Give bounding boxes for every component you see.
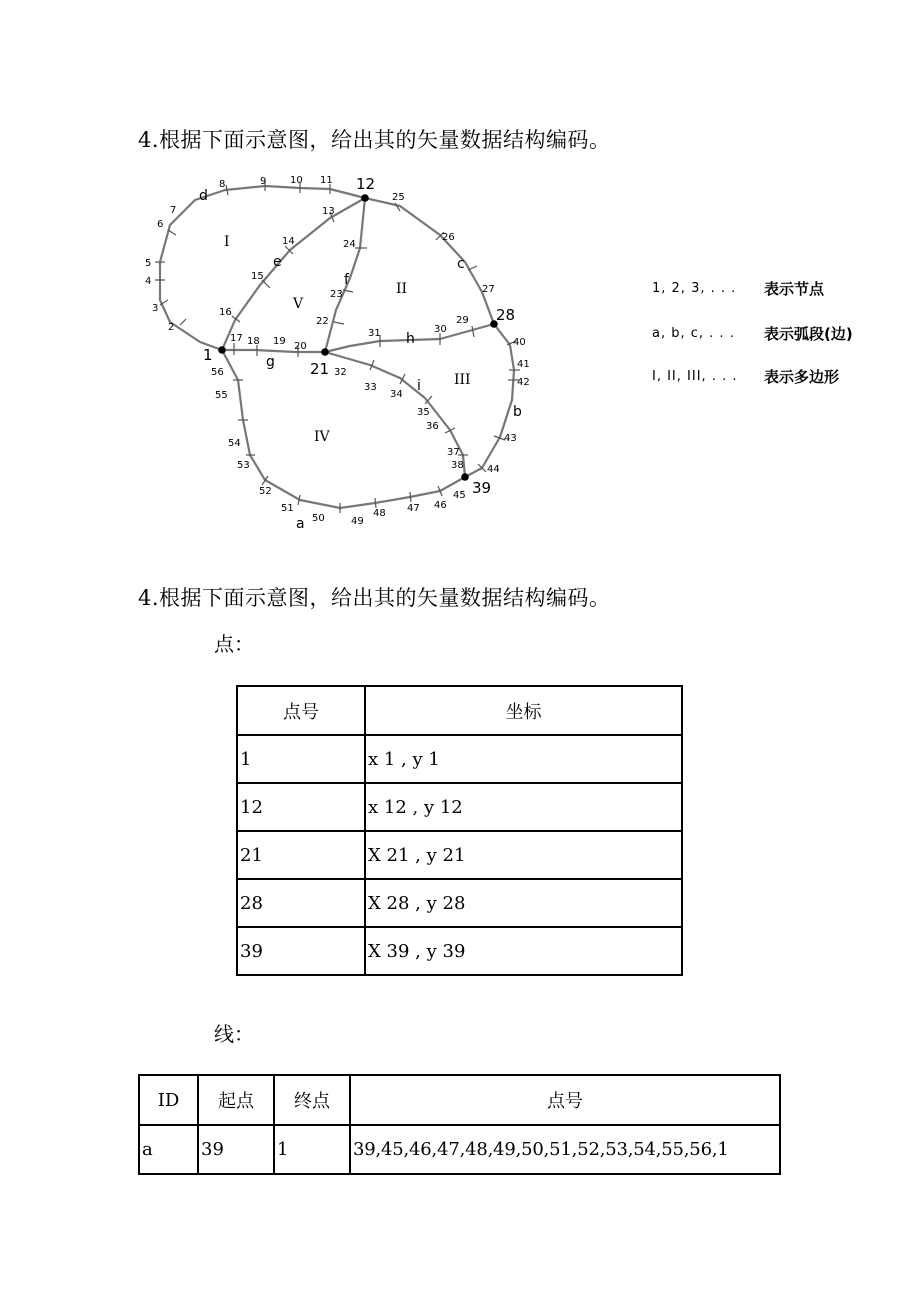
svg-text:36: 36 <box>426 421 439 432</box>
header-point-id: 点号 <box>237 686 365 735</box>
svg-text:10: 10 <box>290 175 303 186</box>
point-list-cell: 39,45,46,47,48,49,50,51,52,53,54,55,56,1 <box>350 1125 780 1174</box>
node-39 <box>461 473 469 481</box>
svg-text:44: 44 <box>487 464 500 475</box>
svg-text:56: 56 <box>211 367 224 378</box>
header-id: ID <box>139 1075 198 1125</box>
point-id-cell: 21 <box>237 831 365 879</box>
svg-text:15: 15 <box>251 271 264 282</box>
legend-value: 表示节点 <box>764 280 825 298</box>
legend-key: I, II, III, . . . <box>652 369 738 384</box>
arc-label-d: d <box>199 188 208 204</box>
svg-text:42: 42 <box>517 377 530 388</box>
coordinate-cell: X 28 , y 28 <box>365 879 682 927</box>
svg-text:30: 30 <box>434 324 447 335</box>
svg-text:53: 53 <box>237 460 250 471</box>
vector-topology-diagram <box>140 166 620 546</box>
svg-text:20: 20 <box>294 341 307 352</box>
svg-text:18: 18 <box>247 336 260 347</box>
legend-value: 表示多边形 <box>764 368 840 386</box>
svg-text:54: 54 <box>228 438 241 449</box>
svg-text:26: 26 <box>442 232 455 243</box>
svg-text:2: 2 <box>168 322 175 333</box>
svg-text:9: 9 <box>260 176 267 187</box>
arc-c-line <box>365 198 494 324</box>
svg-text:3: 3 <box>152 303 159 314</box>
svg-text:25: 25 <box>392 192 405 203</box>
arc-label-c: c <box>457 256 465 272</box>
svg-text:35: 35 <box>417 407 430 418</box>
arc-label-b: b <box>513 404 522 420</box>
node-12 <box>361 194 369 202</box>
svg-text:4: 4 <box>145 276 152 287</box>
lines-section-label: 线： <box>214 1022 254 1046</box>
node-label-21: 21 <box>310 360 330 378</box>
svg-text:49: 49 <box>351 516 364 527</box>
polygon-label-III: III <box>454 372 471 388</box>
points-section-label: 点： <box>214 632 254 656</box>
node-label-28: 28 <box>496 306 516 324</box>
svg-text:46: 46 <box>434 500 447 511</box>
question-title: 4.根据下面示意图，给出其的矢量数据结构编码。 <box>138 128 611 152</box>
svg-text:51: 51 <box>281 503 294 514</box>
svg-text:13: 13 <box>322 206 335 217</box>
legend-value: 表示弧段(边) <box>764 325 853 343</box>
svg-text:6: 6 <box>157 219 164 230</box>
table-row <box>139 1125 780 1174</box>
table-row <box>237 831 682 879</box>
arc-label-a: a <box>296 516 305 532</box>
header-start-node: 起点 <box>198 1075 274 1125</box>
legend-key: a, b, c, . . . <box>652 326 735 341</box>
arc-label-f: f <box>344 272 349 288</box>
node-1 <box>218 346 226 354</box>
arc-b-line <box>465 324 514 477</box>
svg-text:55: 55 <box>215 390 228 401</box>
svg-text:31: 31 <box>368 328 381 339</box>
polygon-label-IV: IV <box>314 429 330 445</box>
svg-text:47: 47 <box>407 503 420 514</box>
table-row <box>237 735 682 783</box>
end-node-cell: 1 <box>274 1125 350 1174</box>
svg-text:11: 11 <box>320 175 333 186</box>
svg-text:27: 27 <box>482 284 495 295</box>
svg-text:41: 41 <box>517 359 530 370</box>
header-coordinate: 坐标 <box>365 686 682 735</box>
svg-text:40: 40 <box>513 337 526 348</box>
node-21 <box>321 348 329 356</box>
svg-text:22: 22 <box>316 316 329 327</box>
table-row <box>237 783 682 831</box>
point-id-cell: 12 <box>237 783 365 831</box>
coordinate-cell: x 1 , y 1 <box>365 735 682 783</box>
svg-text:50: 50 <box>312 513 325 524</box>
svg-text:17: 17 <box>230 333 243 344</box>
node-label-1: 1 <box>203 346 213 364</box>
polygon-label-I: I <box>224 234 230 250</box>
svg-text:52: 52 <box>259 486 272 497</box>
svg-text:5: 5 <box>145 258 152 269</box>
answer-title: 4.根据下面示意图，给出其的矢量数据结构编码。 <box>138 586 611 610</box>
start-node-cell: 39 <box>198 1125 274 1174</box>
node-label-12: 12 <box>356 175 376 193</box>
header-point-list: 点号 <box>350 1075 780 1125</box>
svg-text:32: 32 <box>334 367 347 378</box>
svg-text:38: 38 <box>451 460 464 471</box>
table-row <box>237 927 682 975</box>
svg-text:7: 7 <box>170 205 177 216</box>
svg-text:34: 34 <box>390 389 403 400</box>
header-end-node: 终点 <box>274 1075 350 1125</box>
arc-label-g: g <box>266 354 275 370</box>
point-id-cell: 1 <box>237 735 365 783</box>
arc-label-h: h <box>406 331 415 347</box>
node-label-39: 39 <box>472 479 492 497</box>
svg-text:48: 48 <box>373 508 386 519</box>
polygon-label-II: II <box>396 281 408 297</box>
points-table <box>236 685 683 976</box>
svg-text:37: 37 <box>447 447 460 458</box>
coordinate-cell: x 12 , y 12 <box>365 783 682 831</box>
svg-text:14: 14 <box>282 236 295 247</box>
svg-text:43: 43 <box>504 433 517 444</box>
svg-text:24: 24 <box>343 239 356 250</box>
arc-label-e: e <box>273 254 282 270</box>
point-id-cell: 28 <box>237 879 365 927</box>
svg-text:23: 23 <box>330 289 343 300</box>
polygon-label-V: V <box>293 296 304 312</box>
svg-text:8: 8 <box>219 179 226 190</box>
table-row <box>237 879 682 927</box>
point-id-cell: 39 <box>237 927 365 975</box>
coordinate-cell: X 39 , y 39 <box>365 927 682 975</box>
svg-text:19: 19 <box>273 336 286 347</box>
table-header-row <box>237 686 682 735</box>
arc-g-line <box>222 350 325 352</box>
svg-text:29: 29 <box>456 315 469 326</box>
svg-text:45: 45 <box>453 490 466 501</box>
legend-key: 1, 2, 3, . . . <box>652 281 737 296</box>
lines-table <box>138 1074 781 1175</box>
line-id-cell: a <box>139 1125 198 1174</box>
coordinate-cell: X 21 , y 21 <box>365 831 682 879</box>
table-header-row <box>139 1075 780 1125</box>
svg-text:16: 16 <box>219 307 232 318</box>
arc-label-i: i <box>417 378 421 394</box>
svg-text:33: 33 <box>364 382 377 393</box>
